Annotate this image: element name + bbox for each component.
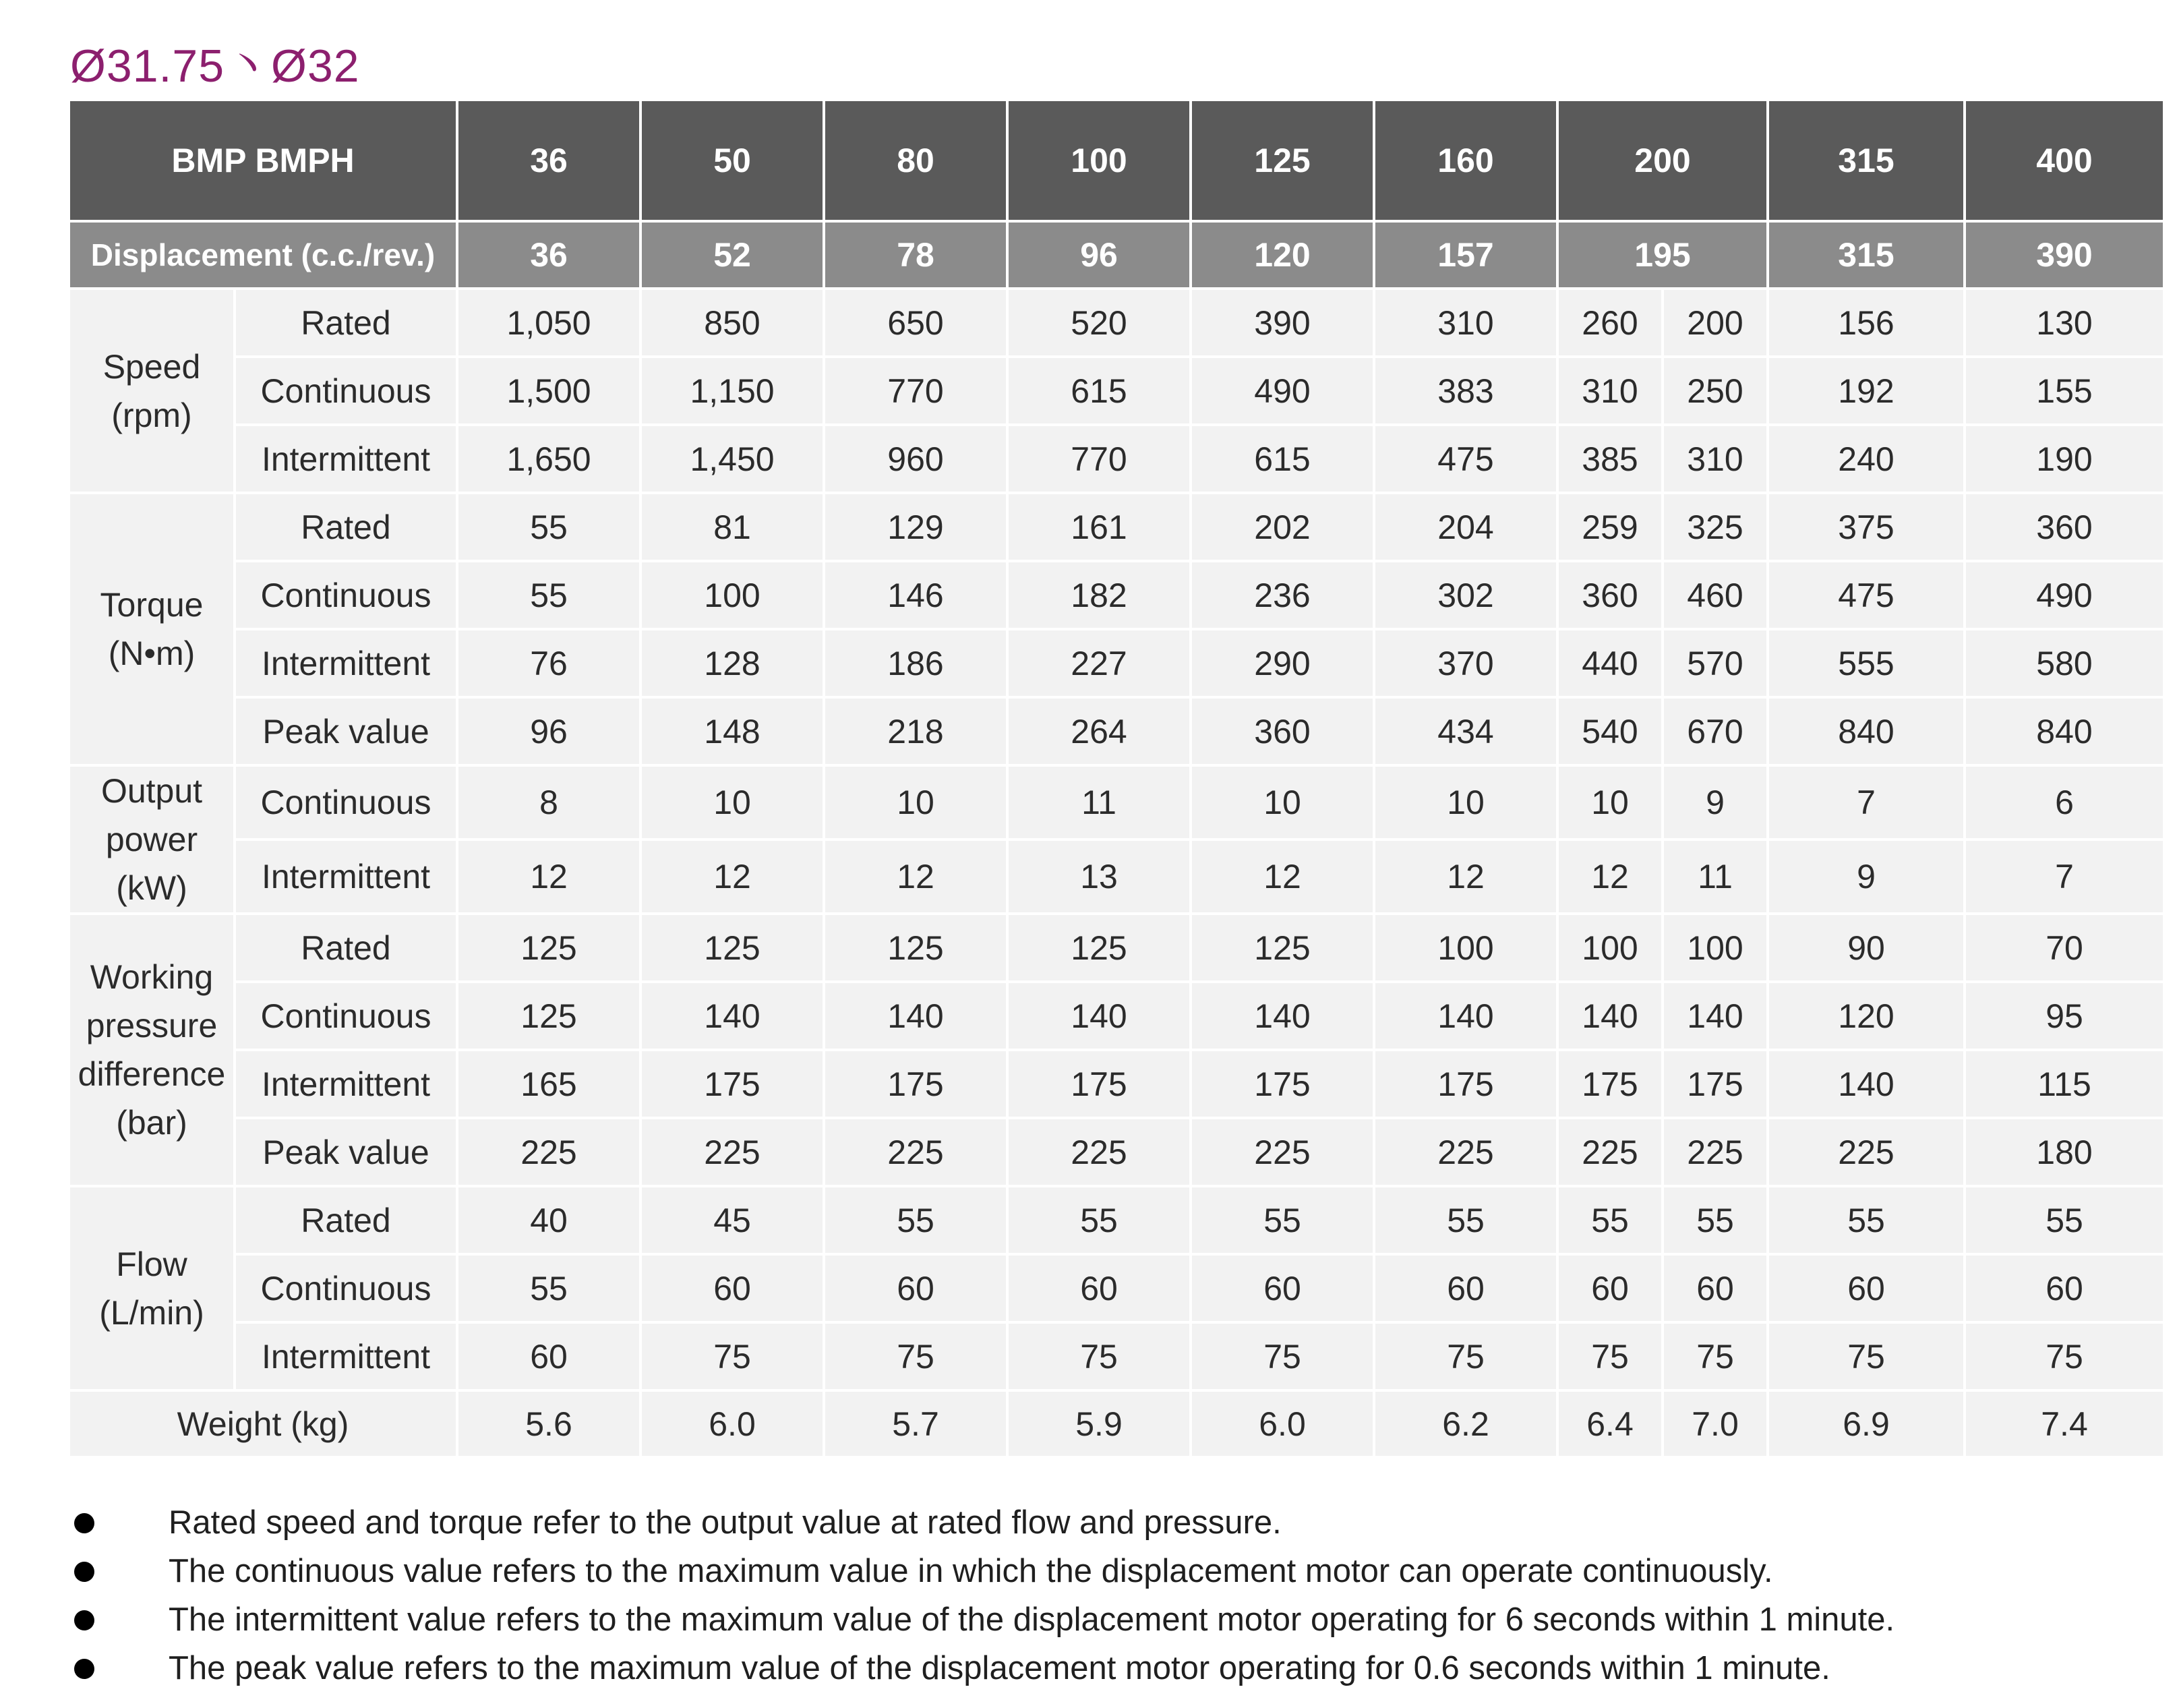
displacement-row <box>70 223 2163 290</box>
note-text: The intermittent value refers to the maximum value of the displacement motor operating for 6 seconds within 1 minute. <box>169 1601 1895 1638</box>
value-cell: 155 <box>1966 358 2163 426</box>
value-cell: 225 <box>1664 1119 1769 1187</box>
row-label: Continuous <box>236 983 458 1051</box>
value-cell: 75 <box>1559 1324 1664 1392</box>
note-text: Rated speed and torque refer to the output value at rated flow and pressure. <box>169 1504 1282 1541</box>
value-cell: 96 <box>458 699 642 767</box>
value-cell: 60 <box>1664 1256 1769 1324</box>
value-cell: 175 <box>1559 1051 1664 1119</box>
displacement-value: 120 <box>1192 223 1375 290</box>
value-cell: 250 <box>1664 358 1769 426</box>
flow-row <box>70 1187 2163 1256</box>
value-cell: 175 <box>1009 1051 1192 1119</box>
row-label: Intermittent <box>236 426 458 494</box>
value-cell: 55 <box>1009 1187 1192 1256</box>
value-cell: 55 <box>458 562 642 630</box>
value-cell: 115 <box>1966 1051 2163 1119</box>
size-header: 125 <box>1192 101 1375 223</box>
value-cell: 225 <box>1559 1119 1664 1187</box>
displacement-value: 78 <box>825 223 1009 290</box>
value-cell: 75 <box>1192 1324 1375 1392</box>
value-cell: 125 <box>1009 915 1192 983</box>
value-cell: 140 <box>825 983 1009 1051</box>
row-label: Peak value <box>236 1119 458 1187</box>
value-cell: 55 <box>1375 1187 1559 1256</box>
value-cell: 385 <box>1559 426 1664 494</box>
value-cell: 100 <box>642 562 825 630</box>
row-label: Intermittent <box>236 1324 458 1392</box>
value-cell: 260 <box>1559 290 1664 358</box>
size-header: 160 <box>1375 101 1559 223</box>
displacement-value: 52 <box>642 223 825 290</box>
value-cell: 148 <box>642 699 825 767</box>
value-cell: 12 <box>1192 841 1375 915</box>
displacement-value: 157 <box>1375 223 1559 290</box>
value-cell: 129 <box>825 494 1009 562</box>
value-cell: 128 <box>642 630 825 699</box>
displacement-value: 36 <box>458 223 642 290</box>
value-cell: 375 <box>1769 494 1966 562</box>
value-cell: 175 <box>1375 1051 1559 1119</box>
value-cell: 146 <box>825 562 1009 630</box>
spec-table <box>70 101 2163 1459</box>
value-cell: 7 <box>1769 767 1966 841</box>
value-cell: 840 <box>1966 699 2163 767</box>
value-cell: 60 <box>458 1324 642 1392</box>
value-cell: 225 <box>458 1119 642 1187</box>
value-cell: 383 <box>1375 358 1559 426</box>
weight-value: 5.9 <box>1009 1392 1192 1459</box>
value-cell: 75 <box>1664 1324 1769 1392</box>
row-label: Continuous <box>236 767 458 841</box>
value-cell: 55 <box>458 1256 642 1324</box>
value-cell: 7 <box>1966 841 2163 915</box>
size-header: 50 <box>642 101 825 223</box>
weight-value: 7.0 <box>1664 1392 1769 1459</box>
row-label: Intermittent <box>236 841 458 915</box>
value-cell: 225 <box>1769 1119 1966 1187</box>
value-cell: 240 <box>1769 426 1966 494</box>
bullet-icon <box>74 1610 94 1630</box>
value-cell: 259 <box>1559 494 1664 562</box>
value-cell: 60 <box>1966 1256 2163 1324</box>
speed-row <box>70 358 2163 426</box>
value-cell: 218 <box>825 699 1009 767</box>
weight-value: 6.0 <box>642 1392 825 1459</box>
value-cell: 55 <box>458 494 642 562</box>
pressure-row <box>70 1119 2163 1187</box>
value-cell: 140 <box>642 983 825 1051</box>
value-cell: 1,050 <box>458 290 642 358</box>
output-power-row <box>70 841 2163 915</box>
value-cell: 360 <box>1559 562 1664 630</box>
value-cell: 225 <box>825 1119 1009 1187</box>
value-cell: 460 <box>1664 562 1769 630</box>
value-cell: 140 <box>1769 1051 1966 1119</box>
value-cell: 11 <box>1009 767 1192 841</box>
value-cell: 75 <box>642 1324 825 1392</box>
output-power-row <box>70 767 2163 841</box>
flow-row <box>70 1324 2163 1392</box>
value-cell: 850 <box>642 290 825 358</box>
value-cell: 12 <box>825 841 1009 915</box>
value-cell: 182 <box>1009 562 1192 630</box>
value-cell: 125 <box>458 983 642 1051</box>
flow-group-label: Flow (L/min) <box>70 1187 236 1392</box>
value-cell: 580 <box>1966 630 2163 699</box>
value-cell: 140 <box>1664 983 1769 1051</box>
value-cell: 390 <box>1192 290 1375 358</box>
value-cell: 75 <box>1769 1324 1966 1392</box>
value-cell: 555 <box>1769 630 1966 699</box>
pressure-row <box>70 1051 2163 1119</box>
value-cell: 570 <box>1664 630 1769 699</box>
row-label: Rated <box>236 915 458 983</box>
value-cell: 13 <box>1009 841 1192 915</box>
size-header: 400 <box>1966 101 2163 223</box>
note-text: The peak value refers to the maximum value of the displacement motor operating for 0.6 seconds within 1 minute. <box>169 1650 1830 1686</box>
value-cell: 156 <box>1769 290 1966 358</box>
value-cell: 186 <box>825 630 1009 699</box>
weight-value: 6.9 <box>1769 1392 1966 1459</box>
value-cell: 202 <box>1192 494 1375 562</box>
value-cell: 125 <box>1192 915 1375 983</box>
value-cell: 204 <box>1375 494 1559 562</box>
value-cell: 360 <box>1966 494 2163 562</box>
value-cell: 175 <box>1192 1051 1375 1119</box>
value-cell: 440 <box>1559 630 1664 699</box>
value-cell: 95 <box>1966 983 2163 1051</box>
value-cell: 75 <box>825 1324 1009 1392</box>
flow-row <box>70 1256 2163 1324</box>
row-label: Continuous <box>236 358 458 426</box>
value-cell: 770 <box>1009 426 1192 494</box>
speed-row <box>70 426 2163 494</box>
value-cell: 310 <box>1559 358 1664 426</box>
value-cell: 55 <box>1769 1187 1966 1256</box>
value-cell: 100 <box>1375 915 1559 983</box>
weight-value: 7.4 <box>1966 1392 2163 1459</box>
weight-value: 5.7 <box>825 1392 1009 1459</box>
value-cell: 81 <box>642 494 825 562</box>
value-cell: 475 <box>1375 426 1559 494</box>
value-cell: 325 <box>1664 494 1769 562</box>
value-cell: 225 <box>1192 1119 1375 1187</box>
value-cell: 125 <box>642 915 825 983</box>
value-cell: 302 <box>1375 562 1559 630</box>
value-cell: 161 <box>1009 494 1192 562</box>
value-cell: 770 <box>825 358 1009 426</box>
size-header: 315 <box>1769 101 1966 223</box>
displacement-value: 315 <box>1769 223 1966 290</box>
value-cell: 60 <box>1192 1256 1375 1324</box>
value-cell: 540 <box>1559 699 1664 767</box>
value-cell: 10 <box>1192 767 1375 841</box>
torque-row <box>70 699 2163 767</box>
value-cell: 615 <box>1009 358 1192 426</box>
value-cell: 264 <box>1009 699 1192 767</box>
value-cell: 670 <box>1664 699 1769 767</box>
value-cell: 1,650 <box>458 426 642 494</box>
header-row <box>70 101 2163 223</box>
displacement-value: 96 <box>1009 223 1192 290</box>
value-cell: 12 <box>1559 841 1664 915</box>
value-cell: 55 <box>1664 1187 1769 1256</box>
value-cell: 12 <box>1375 841 1559 915</box>
value-cell: 60 <box>1009 1256 1192 1324</box>
bullet-icon <box>74 1513 94 1533</box>
value-cell: 225 <box>1009 1119 1192 1187</box>
value-cell: 60 <box>1375 1256 1559 1324</box>
displacement-value: 195 <box>1559 223 1769 290</box>
row-label: Continuous <box>236 562 458 630</box>
value-cell: 55 <box>1966 1187 2163 1256</box>
value-cell: 60 <box>1769 1256 1966 1324</box>
value-cell: 55 <box>825 1187 1009 1256</box>
value-cell: 175 <box>825 1051 1009 1119</box>
pressure-row <box>70 915 2163 983</box>
value-cell: 200 <box>1664 290 1769 358</box>
weight-value: 6.0 <box>1192 1392 1375 1459</box>
value-cell: 175 <box>642 1051 825 1119</box>
torque-row <box>70 562 2163 630</box>
value-cell: 125 <box>825 915 1009 983</box>
value-cell: 960 <box>825 426 1009 494</box>
value-cell: 40 <box>458 1187 642 1256</box>
value-cell: 55 <box>1559 1187 1664 1256</box>
bullet-icon <box>74 1659 94 1679</box>
value-cell: 475 <box>1769 562 1966 630</box>
value-cell: 290 <box>1192 630 1375 699</box>
value-cell: 75 <box>1966 1324 2163 1392</box>
weight-row <box>70 1392 2163 1459</box>
value-cell: 9 <box>1769 841 1966 915</box>
value-cell: 140 <box>1192 983 1375 1051</box>
torque-row <box>70 630 2163 699</box>
value-cell: 60 <box>642 1256 825 1324</box>
value-cell: 434 <box>1375 699 1559 767</box>
value-cell: 45 <box>642 1187 825 1256</box>
value-cell: 100 <box>1664 915 1769 983</box>
pressure-row <box>70 983 2163 1051</box>
value-cell: 175 <box>1664 1051 1769 1119</box>
value-cell: 55 <box>1192 1187 1375 1256</box>
value-cell: 12 <box>642 841 825 915</box>
value-cell: 60 <box>825 1256 1009 1324</box>
value-cell: 90 <box>1769 915 1966 983</box>
value-cell: 125 <box>458 915 642 983</box>
speed-row <box>70 290 2163 358</box>
weight-value: 6.2 <box>1375 1392 1559 1459</box>
value-cell: 1,500 <box>458 358 642 426</box>
row-label: Intermittent <box>236 1051 458 1119</box>
size-header: 80 <box>825 101 1009 223</box>
displacement-value: 390 <box>1966 223 2163 290</box>
value-cell: 840 <box>1769 699 1966 767</box>
value-cell: 310 <box>1375 290 1559 358</box>
value-cell: 130 <box>1966 290 2163 358</box>
row-label: Rated <box>236 1187 458 1256</box>
value-cell: 10 <box>1375 767 1559 841</box>
value-cell: 75 <box>1375 1324 1559 1392</box>
value-cell: 100 <box>1559 915 1664 983</box>
value-cell: 180 <box>1966 1119 2163 1187</box>
size-header: 36 <box>458 101 642 223</box>
value-cell: 120 <box>1769 983 1966 1051</box>
page-title: Ø31.75丶Ø32 <box>70 40 360 92</box>
value-cell: 60 <box>1559 1256 1664 1324</box>
value-cell: 9 <box>1664 767 1769 841</box>
value-cell: 236 <box>1192 562 1375 630</box>
value-cell: 360 <box>1192 699 1375 767</box>
value-cell: 490 <box>1192 358 1375 426</box>
value-cell: 11 <box>1664 841 1769 915</box>
weight-value: 6.4 <box>1559 1392 1664 1459</box>
value-cell: 76 <box>458 630 642 699</box>
value-cell: 1,150 <box>642 358 825 426</box>
value-cell: 10 <box>825 767 1009 841</box>
value-cell: 520 <box>1009 290 1192 358</box>
speed-group-label: Speed (rpm) <box>70 290 236 494</box>
value-cell: 140 <box>1559 983 1664 1051</box>
row-label: Continuous <box>236 1256 458 1324</box>
size-header: 200 <box>1559 101 1769 223</box>
displacement-label: Displacement (c.c./rev.) <box>70 223 458 290</box>
value-cell: 165 <box>458 1051 642 1119</box>
size-header: 100 <box>1009 101 1192 223</box>
value-cell: 140 <box>1009 983 1192 1051</box>
value-cell: 225 <box>642 1119 825 1187</box>
value-cell: 310 <box>1664 426 1769 494</box>
row-label: Intermittent <box>236 630 458 699</box>
value-cell: 10 <box>1559 767 1664 841</box>
row-label: Rated <box>236 494 458 562</box>
value-cell: 70 <box>1966 915 2163 983</box>
value-cell: 75 <box>1009 1324 1192 1392</box>
pressure-group-label: Working pressure difference (bar) <box>70 915 236 1187</box>
output-power-group-label: Output power (kW) <box>70 767 236 915</box>
row-label: Peak value <box>236 699 458 767</box>
value-cell: 6 <box>1966 767 2163 841</box>
value-cell: 227 <box>1009 630 1192 699</box>
value-cell: 615 <box>1192 426 1375 494</box>
value-cell: 10 <box>642 767 825 841</box>
weight-label: Weight (kg) <box>70 1392 458 1459</box>
value-cell: 8 <box>458 767 642 841</box>
note-text: The continuous value refers to the maximum value in which the displacement motor can operate continuously. <box>169 1553 1773 1589</box>
torque-row <box>70 494 2163 562</box>
weight-value: 5.6 <box>458 1392 642 1459</box>
bullet-icon <box>74 1562 94 1582</box>
torque-group-label: Torque (N•m) <box>70 494 236 767</box>
value-cell: 370 <box>1375 630 1559 699</box>
row-label: Rated <box>236 290 458 358</box>
value-cell: 190 <box>1966 426 2163 494</box>
model-header: BMP BMPH <box>70 101 458 223</box>
value-cell: 140 <box>1375 983 1559 1051</box>
value-cell: 1,450 <box>642 426 825 494</box>
value-cell: 650 <box>825 290 1009 358</box>
value-cell: 192 <box>1769 358 1966 426</box>
value-cell: 12 <box>458 841 642 915</box>
value-cell: 225 <box>1375 1119 1559 1187</box>
value-cell: 490 <box>1966 562 2163 630</box>
